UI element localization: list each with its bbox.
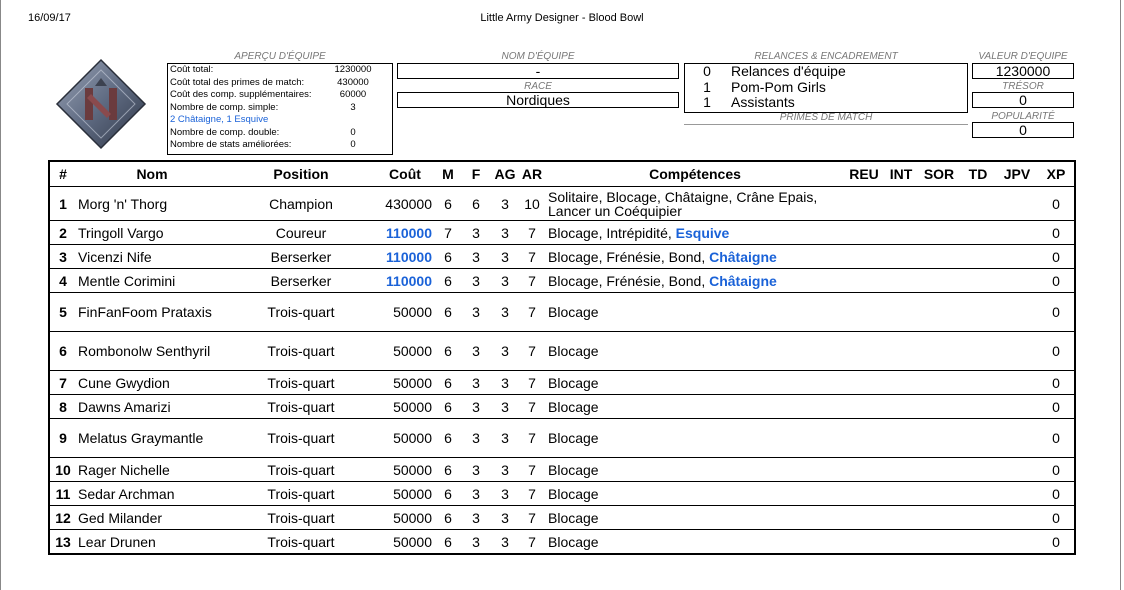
table-row: [50, 245, 1074, 269]
skill-list: Blocage: [548, 533, 599, 550]
player-f: 3: [460, 482, 492, 506]
player-reu: [844, 245, 884, 269]
player-xp: 0: [1038, 269, 1074, 293]
player-m: 6: [436, 269, 460, 293]
reroll-row-assistants: [685, 95, 967, 111]
player-position: Trois-quart: [228, 506, 374, 530]
player-td: [960, 506, 996, 530]
player-xp: 0: [1038, 395, 1074, 419]
player-cost: 50000: [374, 293, 436, 332]
player-int: [884, 506, 918, 530]
player-xp: 0: [1038, 245, 1074, 269]
player-sor: [918, 221, 960, 245]
overview-label: Nombre de comp. double:: [170, 126, 280, 138]
player-position: Trois-quart: [228, 482, 374, 506]
player-position: Trois-quart: [228, 293, 374, 332]
skill-list: Blocage, Intrépidité,: [548, 224, 676, 241]
player-m: 6: [436, 482, 460, 506]
player-f: 3: [460, 419, 492, 458]
player-position: Trois-quart: [267, 533, 335, 550]
player-number: 4: [50, 269, 76, 293]
player-m: 6: [444, 533, 452, 550]
col-header-num: #: [50, 162, 76, 187]
player-int: [884, 187, 918, 221]
player-sor: [918, 458, 960, 482]
race-title: RACE: [524, 81, 552, 92]
player-ag: 3: [492, 269, 518, 293]
col-header-xp: XP: [1038, 162, 1074, 187]
player-cost: 50000: [374, 506, 436, 530]
team-name-title: NOM D'ÉQUIPE: [501, 51, 575, 62]
player-ag: 3: [492, 458, 518, 482]
player-ag: 3: [492, 221, 518, 245]
player-number: 6: [50, 332, 76, 371]
player-sor: [918, 506, 960, 530]
player-sor: [918, 482, 960, 506]
overview-label: Coût des comp. supplémentaires:: [170, 89, 312, 100]
player-ar: 7: [518, 395, 546, 419]
page-border-left: [0, 0, 1, 590]
player-name: Dawns Amarizi: [76, 395, 228, 419]
player-skills: [546, 458, 844, 482]
player-int: [884, 419, 918, 458]
player-name: Ged Milander: [76, 506, 228, 530]
player-name: Tringoll Vargo: [76, 221, 228, 245]
table-row: [50, 482, 1074, 506]
player-td: [960, 482, 996, 506]
player-td: [960, 458, 996, 482]
player-f: 3: [460, 371, 492, 395]
skill-list: Solitaire, Blocage, Châtaigne, Crâne Epais, Lancer un Coéquipier: [548, 188, 818, 219]
player-position: Champion: [228, 187, 374, 221]
player-ar: 7: [518, 245, 546, 269]
player-cost: 50000: [374, 419, 436, 458]
player-reu: [844, 530, 884, 554]
player-reu: [844, 187, 884, 221]
player-name: Rombonolw Senthyril: [76, 332, 228, 371]
player-sor: [918, 269, 960, 293]
skill-list: Blocage: [548, 343, 599, 359]
player-sor: [918, 371, 960, 395]
player-skills: [546, 419, 844, 458]
reroll-label: Assistants: [731, 94, 795, 110]
table-row: [50, 293, 1074, 332]
table-row: [50, 530, 1074, 554]
overview-row-double-skills: [168, 127, 392, 140]
popularity-field: 0: [972, 122, 1074, 138]
overview-label: Nombre de comp. simple:: [170, 101, 279, 113]
overview-value: 0: [350, 126, 356, 138]
player-jpv: [996, 187, 1038, 221]
player-reu: [844, 293, 884, 332]
rerolls-section-title: RELANCES & ENCADREMENT: [754, 51, 898, 62]
primes-section-title: PRIMES DE MATCH: [779, 112, 873, 123]
player-ar: 7: [518, 419, 546, 458]
player-jpv: [996, 221, 1038, 245]
primes-divider: [684, 124, 968, 125]
player-m: 6: [436, 395, 460, 419]
player-jpv: [996, 482, 1038, 506]
roster-table: [48, 160, 1076, 555]
player-cost: 50000: [374, 395, 436, 419]
table-row: [50, 332, 1074, 371]
player-m: 6: [436, 293, 460, 332]
player-reu: [844, 269, 884, 293]
player-td: [960, 419, 996, 458]
player-skills: [546, 530, 844, 554]
player-td: [960, 221, 996, 245]
col-header-td: TD: [960, 162, 996, 187]
player-position: Berserker: [228, 269, 374, 293]
player-m: 6: [436, 371, 460, 395]
player-number: 3: [50, 245, 76, 269]
player-jpv: [996, 332, 1038, 371]
player-number: 7: [50, 371, 76, 395]
player-m: 6: [436, 419, 460, 458]
player-int: [884, 458, 918, 482]
player-int: [884, 530, 918, 554]
player-position: Berserker: [228, 245, 374, 269]
player-skills: [546, 371, 844, 395]
player-reu: [844, 371, 884, 395]
overview-row-match-primes: [168, 77, 392, 90]
player-f: 3: [472, 533, 480, 550]
player-f: 3: [460, 506, 492, 530]
player-position: Trois-quart: [228, 395, 374, 419]
col-header-ar: AR: [518, 162, 546, 187]
player-ag: 3: [492, 371, 518, 395]
player-reu: [844, 221, 884, 245]
player-number: 5: [50, 293, 76, 332]
player-f: 3: [460, 245, 492, 269]
rerolls-box: [684, 63, 968, 113]
player-reu: [844, 332, 884, 371]
player-ag: 3: [492, 395, 518, 419]
skill-list: Blocage, Frénésie, Bond,: [548, 248, 710, 265]
tresor-field: 0: [972, 92, 1074, 108]
player-xp: 0: [1052, 533, 1060, 550]
player-number: 10: [50, 458, 76, 482]
player-ag: 3: [492, 187, 518, 221]
player-xp: 0: [1038, 419, 1074, 458]
player-int: [884, 269, 918, 293]
player-position: Trois-quart: [228, 458, 374, 482]
player-jpv: [996, 458, 1038, 482]
player-td: [960, 371, 996, 395]
popularity-title: POPULARITÉ: [991, 111, 1055, 122]
player-m: 6: [436, 332, 460, 371]
player-number: 2: [50, 221, 76, 245]
overview-value: 430000: [337, 76, 369, 88]
player-td: [960, 395, 996, 419]
player-ag: 3: [492, 332, 518, 371]
document-title: Little Army Designer - Blood Bowl: [480, 12, 644, 24]
team-value-title: VALEUR D'EQUIPE: [978, 51, 1068, 62]
player-f: 3: [460, 395, 492, 419]
race-field: Nordiques: [397, 92, 679, 108]
player-ag: 3: [492, 482, 518, 506]
player-jpv: [996, 371, 1038, 395]
overview-value: 1230000: [334, 64, 372, 75]
overview-box: [167, 63, 393, 155]
player-position: Coureur: [228, 221, 374, 245]
player-position: Trois-quart: [228, 371, 374, 395]
col-header-position: Position: [228, 162, 374, 187]
table-row: [50, 187, 1074, 221]
player-skills: [546, 187, 844, 221]
player-sor: [918, 245, 960, 269]
player-ag: 3: [492, 245, 518, 269]
player-ar: 10: [518, 187, 546, 221]
player-int: [884, 395, 918, 419]
player-name: FinFanFoom Prataxis: [76, 293, 228, 332]
player-number: 12: [50, 506, 76, 530]
player-m: 6: [436, 245, 460, 269]
reroll-count: 1: [703, 78, 711, 95]
player-reu: [844, 458, 884, 482]
player-reu: [844, 482, 884, 506]
reroll-label: Pom-Pom Girls: [731, 78, 826, 95]
col-header-cout: Coût: [374, 162, 436, 187]
player-m: 6: [436, 458, 460, 482]
player-name: Rager Nichelle: [76, 458, 228, 482]
player-sor: [918, 419, 960, 458]
extra-skill: Esquive: [675, 224, 730, 241]
player-jpv: [996, 506, 1038, 530]
player-f: 3: [460, 269, 492, 293]
player-td: [960, 187, 996, 221]
player-cost: 50000: [374, 332, 436, 371]
player-ar: 7: [518, 221, 546, 245]
player-f: 3: [460, 332, 492, 371]
skill-list: Blocage: [548, 374, 599, 391]
player-td: [960, 269, 996, 293]
overview-row-extra-skills-cost: [168, 89, 392, 102]
player-xp: 0: [1038, 371, 1074, 395]
player-position: Trois-quart: [228, 332, 374, 371]
tresor-title: TRÉSOR: [1002, 81, 1044, 92]
col-header-m: M: [436, 162, 460, 187]
reroll-label: Relances d'équipe: [731, 63, 846, 79]
overview-label: Nombre de stats améliorées:: [170, 139, 292, 150]
player-ar: 7: [518, 269, 546, 293]
overview-value: 3: [350, 101, 356, 113]
overview-row-total-cost: [168, 64, 392, 77]
skill-list: Blocage: [548, 304, 599, 320]
player-skills: [546, 269, 844, 293]
player-ag: 3: [501, 533, 509, 550]
extra-skill: Châtaigne: [709, 272, 777, 289]
player-skills: [546, 245, 844, 269]
player-ar: 7: [518, 506, 546, 530]
player-td: [960, 245, 996, 269]
player-skills: [546, 506, 844, 530]
player-int: [884, 332, 918, 371]
player-td: [960, 530, 996, 554]
overview-section-title: APERÇU D'ÉQUIPE: [234, 51, 326, 62]
table-row: [50, 371, 1074, 395]
table-row: [50, 269, 1074, 293]
overview-row-simple-skills: [168, 102, 392, 115]
player-m: 7: [436, 221, 460, 245]
player-name: Mentle Corimini: [76, 269, 228, 293]
player-cost: 430000: [374, 187, 436, 221]
player-number: 11: [50, 482, 76, 506]
skill-list: Blocage: [548, 398, 599, 415]
player-reu: [844, 419, 884, 458]
reroll-row-team-rerolls: [685, 64, 967, 80]
table-row: [50, 506, 1074, 530]
player-sor: [918, 293, 960, 332]
player-number: 1: [50, 187, 76, 221]
player-skills: [546, 395, 844, 419]
player-xp: 0: [1038, 221, 1074, 245]
player-skills: [546, 293, 844, 332]
player-number: 13: [55, 533, 71, 550]
player-ar: 7: [518, 458, 546, 482]
skill-list: Blocage: [548, 461, 599, 478]
player-int: [884, 482, 918, 506]
player-skills: [546, 221, 844, 245]
player-cost: 50000: [374, 482, 436, 506]
player-name: Vicenzi Nife: [76, 245, 228, 269]
col-header-reu: REU: [844, 162, 884, 187]
print-date: 16/09/17: [28, 12, 71, 24]
player-ar: 7: [518, 293, 546, 332]
overview-row-improved-stats: [168, 139, 392, 152]
player-jpv: [996, 245, 1038, 269]
overview-row-skill-breakdown: [168, 114, 392, 127]
overview-label: Coût total:: [170, 64, 214, 75]
player-skills: [546, 482, 844, 506]
player-xp: 0: [1038, 332, 1074, 371]
player-jpv: [996, 269, 1038, 293]
player-name: Sedar Archman: [76, 482, 228, 506]
overview-value: 60000: [339, 89, 367, 100]
player-int: [884, 371, 918, 395]
col-header-nom: Nom: [76, 162, 228, 187]
player-ar: 7: [518, 332, 546, 371]
player-ag: 3: [492, 293, 518, 332]
player-jpv: [996, 293, 1038, 332]
player-reu: [844, 506, 884, 530]
player-name: Lear Drunen: [78, 533, 156, 550]
player-f: 3: [460, 221, 492, 245]
player-ag: 3: [492, 506, 518, 530]
roster-header-row: [50, 162, 1074, 187]
reroll-count: 0: [703, 63, 711, 79]
col-header-f: F: [460, 162, 492, 187]
player-xp: 0: [1038, 482, 1074, 506]
reroll-count: 1: [703, 94, 711, 110]
team-name-field: -: [397, 63, 679, 79]
player-cost: 110000: [374, 221, 436, 245]
player-xp: 0: [1038, 187, 1074, 221]
player-int: [884, 293, 918, 332]
player-ag: 3: [492, 419, 518, 458]
player-number: 9: [50, 419, 76, 458]
reroll-row-cheerleaders: [685, 80, 967, 96]
player-xp: 0: [1038, 506, 1074, 530]
player-td: [960, 332, 996, 371]
player-m: 6: [436, 506, 460, 530]
table-row: [50, 458, 1074, 482]
page-border-right: [1120, 0, 1121, 590]
player-position: Trois-quart: [228, 419, 374, 458]
player-int: [884, 245, 918, 269]
col-header-ag: AG: [492, 162, 518, 187]
player-name: Morg 'n' Thorg: [76, 187, 228, 221]
player-name: Melatus Graymantle: [76, 419, 228, 458]
overview-label: 2 Châtaigne, 1 Esquive: [170, 114, 269, 125]
player-jpv: [996, 419, 1038, 458]
skill-list: Blocage: [548, 509, 599, 526]
col-header-jpv: JPV: [996, 162, 1038, 187]
player-f: 3: [460, 458, 492, 482]
player-f: 3: [460, 293, 492, 332]
player-sor: [918, 332, 960, 371]
player-cost: 50000: [374, 371, 436, 395]
player-int: [884, 221, 918, 245]
player-number: 8: [50, 395, 76, 419]
player-cost: 50000: [374, 458, 436, 482]
player-ar: 7: [518, 371, 546, 395]
col-header-competences: Compétences: [546, 162, 844, 187]
table-row: [50, 221, 1074, 245]
overview-label: Coût total des primes de match:: [170, 76, 305, 88]
player-sor: [918, 395, 960, 419]
player-cost: 110000: [374, 269, 436, 293]
team-value-field: 1230000: [972, 63, 1074, 79]
overview-value: 0: [350, 139, 356, 150]
player-reu: [844, 395, 884, 419]
player-ar: 7: [528, 533, 536, 550]
player-ar: 7: [518, 482, 546, 506]
col-header-sor: SOR: [918, 162, 960, 187]
player-sor: [918, 530, 960, 554]
player-cost: 110000: [374, 245, 436, 269]
player-xp: 0: [1038, 293, 1074, 332]
skill-list: Blocage, Frénésie, Bond,: [548, 272, 710, 289]
team-logo-icon: [55, 58, 147, 150]
player-f: 6: [460, 187, 492, 221]
player-sor: [918, 187, 960, 221]
player-jpv: [996, 530, 1038, 554]
player-xp: 0: [1038, 458, 1074, 482]
skill-list: Blocage: [548, 430, 599, 446]
player-jpv: [996, 395, 1038, 419]
player-m: 6: [436, 187, 460, 221]
skill-list: Blocage: [548, 485, 599, 502]
extra-skill: Châtaigne: [709, 248, 777, 265]
table-row: [50, 395, 1074, 419]
table-row: [50, 419, 1074, 458]
col-header-int: INT: [884, 162, 918, 187]
player-td: [960, 293, 996, 332]
player-name: Cune Gwydion: [76, 371, 228, 395]
player-cost: 50000: [393, 533, 432, 550]
player-skills: [546, 332, 844, 371]
